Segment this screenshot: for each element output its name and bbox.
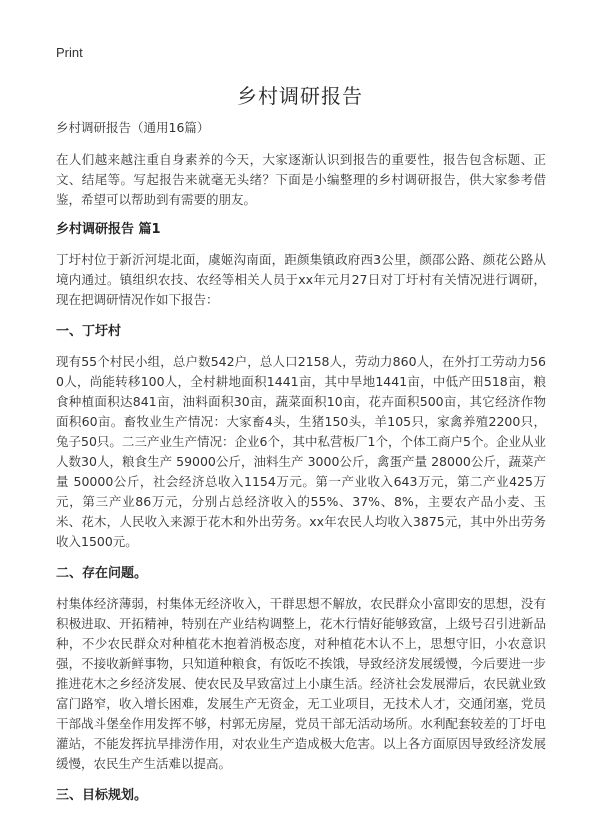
subsection-heading-1: 一、丁圩村 <box>56 324 122 339</box>
document-subtitle: 乡村调研报告（通用16篇） <box>56 120 210 135</box>
section-paragraph: 丁圩村位于新沂河堤北面，虞姬沟南面，距颜集镇政府西3公里，颜邵公路、颜花公路从境内通过。镇组织农技、农经等相关人员于xx年元月27日对丁圩村有关情况进行调研，现在把调研情况作如下报告： <box>56 252 546 307</box>
section-heading: 乡村调研报告 篇1 <box>56 222 161 237</box>
subsection-heading-3: 三、目标规划。 <box>56 788 148 803</box>
page-title: 乡村调研报告 <box>237 84 363 108</box>
subsection-paragraph-2: 村集体经济薄弱，村集体无经济收入，干群思想不解放，农民群众小富即安的思想，没有积极进取、开拓精神，特别在产业结构调整上，花木行情好能够致富，上级号召引进新品种，不少农民群众对种植花木抱着消极态度，对种植花木认不上，思想守旧，小农意识强，不接收新鲜事物，只知道种粮食，有饭吃不挨饿，导致经济发展缓慢，今后要进一步推进花木之乡经济发展、使农民及早致富过上小康生活。经济社会发展滞后，农民就业致富门路窄，收入增长困难，发展生产无资金，无工业项目，无技术人才，交通闭塞，党员干部战斗堡垒作用发挥不够，村郭无房屋，党员干部无活动场所。水利配套较差的丁圩电灌站，不能发挥抗旱排涝作用，对农业生产造成极大危害。以上各方面原因导致经济发展缓慢，农民生产生活难以提高。 <box>56 596 546 771</box>
subsection-paragraph-1: 现有55个村民小组，总户数542户，总人口2158人，劳动力860人，在外打工劳动力560人，尚能转移100人，全村耕地面积1441亩，其中旱地1441亩，中低产田518亩，粮食种植面积达841亩，油料面积30亩，蔬菜面积10亩，花卉面积500亩，其它经济作物面积60亩。畜牧业生产情况：大家畜4头，生猪150头，羊105只，家禽养殖2200只，兔子50只。二三产业生产情况：企业6个，其中私营板厂1个，个体工商户5个。企业从业人数30人，粮食生产 59000公斤，油料生产 3000公斤，禽蛋产量 28000公斤，蔬菜产量 50000公斤，社会经济总收入1154万元。第一产业收入643万元，第二产业425万元，第三产业86万元，分别占总经济收入的55%、37%、8%，主要农产品小麦、玉米、花木，人民收入来源于花木和外出劳务。xx年农民人均收入3875元，其中外出劳务收入1500元。 <box>56 354 546 549</box>
document-body <box>56 118 546 816</box>
subsection-heading-2: 二、存在问题。 <box>56 566 148 581</box>
print-link[interactable]: Print <box>56 45 83 60</box>
intro-paragraph: 在人们越来越注重自身素养的今天，大家逐渐认识到报告的重要性，报告包含标题、正文、结尾等。写起报告来就毫无头绪？下面是小编整理的乡村调研报告，供大家参考借鉴，希望可以帮助到有需要的朋友。 <box>56 152 546 207</box>
